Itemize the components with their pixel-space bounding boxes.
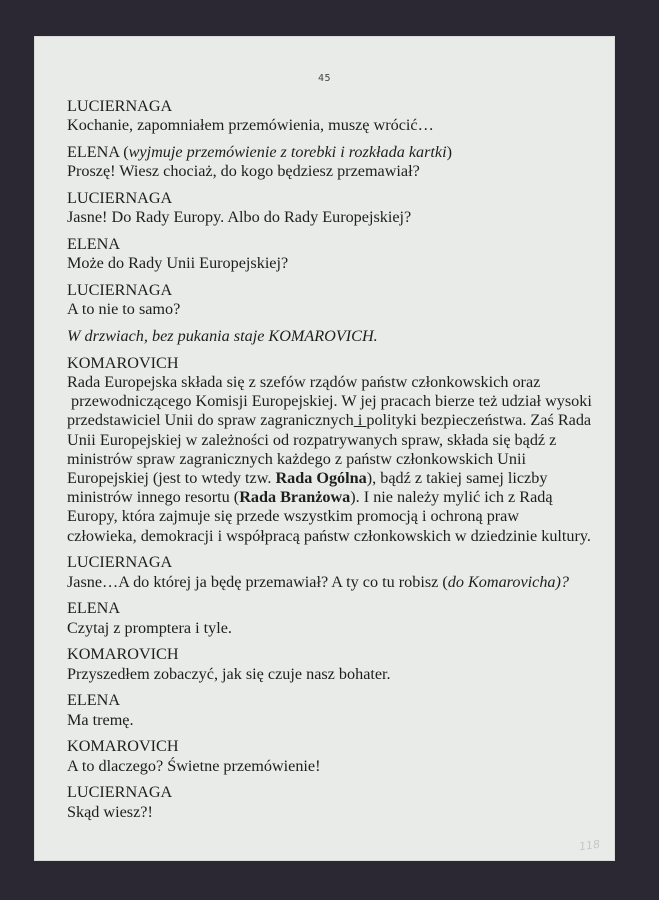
speech-line: Rada Europejska składa się z szefów rządów państw członkowskich oraz bbox=[67, 373, 541, 391]
dialogue-block bbox=[67, 189, 607, 227]
dialogue-line: Ma tremę. bbox=[67, 710, 134, 729]
speaker-name: LUCIERNAGA bbox=[67, 281, 173, 299]
bold-term-rada-branzowa: Rada Branżowa bbox=[239, 488, 351, 507]
stage-direction: W drzwiach, bez pukania staje KOMAROVICH. bbox=[67, 327, 378, 345]
dialogue-block bbox=[67, 281, 607, 319]
direction-paren-open: ( bbox=[119, 143, 129, 161]
speaker-name: ELENA bbox=[67, 143, 120, 161]
dialogue-line: Kochanie, zapomniałem przemówienia, muszę wrócić… bbox=[67, 116, 434, 135]
speech-line: Europy, która zajmuje się przede wszystkim promocją i ochroną praw bbox=[67, 507, 520, 526]
speaker-with-direction bbox=[67, 143, 607, 162]
speaker-name: ELENA bbox=[67, 599, 121, 618]
dialogue-block bbox=[67, 235, 607, 273]
speech-text: przedstawiciel Unii do spraw zagranicznych bbox=[67, 411, 354, 430]
dialogue-block-komarovich-speech bbox=[67, 354, 607, 546]
underlined-conjunction: i bbox=[353, 411, 367, 430]
speaker-name: LUCIERNAGA bbox=[67, 553, 173, 572]
speaker-name: LUCIERNAGA bbox=[67, 783, 173, 802]
dialogue-block bbox=[67, 783, 607, 821]
speech-text: Europejskiej (jest to wtedy tzw. bbox=[67, 469, 276, 488]
dialogue-line: Czytaj z promptera i tyle. bbox=[67, 618, 232, 637]
speech-line: ministrów spraw zagranicznych każdego z państw członkowskich Unii bbox=[67, 449, 526, 468]
document-page bbox=[35, 37, 614, 860]
dialogue-line: Może do Rady Unii Europejskiej? bbox=[67, 254, 289, 273]
dialogue-block bbox=[67, 737, 607, 775]
speaker-name: KOMAROVICH bbox=[67, 737, 179, 756]
speech-line: przewodniczącego Komisji Europejskiej. W jej pracach bierze też udział wysoki bbox=[67, 392, 592, 411]
bold-term-rada-ogolna: Rada Ogólna bbox=[275, 469, 367, 488]
dialogue-block bbox=[67, 599, 607, 637]
speech-line bbox=[67, 411, 607, 430]
dialogue-block bbox=[67, 143, 607, 181]
dialogue-line: Przyszedłem zobaczyć, jak się czuje nasz bohater. bbox=[67, 664, 391, 683]
speech-line bbox=[67, 488, 607, 507]
speech-text: ), bądź z takiej samej liczby bbox=[366, 469, 548, 488]
dialogue-line: A to dlaczego? Świetne przemówienie! bbox=[67, 756, 321, 775]
direction-paren-close: ) bbox=[446, 143, 452, 161]
dialogue-block bbox=[67, 645, 607, 683]
speech-line: Unii Europejskiej w zależności od rozpatrywanych spraw, składa się bądź z bbox=[67, 430, 557, 449]
dialogue-line: Proszę! Wiesz chociaż, do kogo będziesz przemawiał? bbox=[67, 162, 420, 181]
page-number: 45 bbox=[317, 73, 332, 84]
stage-direction-inline: do Komarovicha)? bbox=[447, 572, 569, 591]
dialogue-line bbox=[67, 573, 607, 592]
dialogue-block bbox=[67, 97, 607, 135]
speech-line: człowieka, demokracji i współpracą państw członkowskich w dziedzinie kultury. bbox=[67, 526, 591, 545]
stage-direction-inline: wyjmuje przemówienie z torebki i rozkłada kartki bbox=[128, 143, 447, 161]
speaker-name: LUCIERNAGA bbox=[67, 189, 173, 207]
dialogue-line: A to nie to samo? bbox=[67, 300, 181, 319]
pencil-archive-mark: 118 bbox=[578, 837, 601, 854]
dialogue-block bbox=[67, 553, 607, 591]
speaker-name: ELENA bbox=[67, 691, 121, 710]
dialogue-block bbox=[67, 691, 607, 729]
speaker-name: KOMAROVICH bbox=[67, 645, 179, 664]
speech-text: Jasne…A do której ja będę przemawiał? A ty co tu robisz ( bbox=[67, 572, 448, 591]
dialogue-line: Jasne! Do Rady Europy. Albo do Rady Europejskiej? bbox=[67, 208, 412, 227]
script-content bbox=[67, 97, 607, 829]
speech-line bbox=[67, 469, 607, 488]
dialogue-line: Skąd wiesz?! bbox=[67, 802, 153, 821]
speech-text: ). I nie należy mylić ich z Radą bbox=[350, 488, 553, 507]
speaker-name: LUCIERNAGA bbox=[67, 97, 173, 115]
speaker-name: ELENA bbox=[67, 235, 121, 253]
speech-text: ministrów innego resortu ( bbox=[67, 488, 240, 507]
speaker-name: KOMAROVICH bbox=[67, 353, 179, 372]
speech-text: polityki bezpieczeństwa. Zaś Rada bbox=[366, 411, 592, 430]
